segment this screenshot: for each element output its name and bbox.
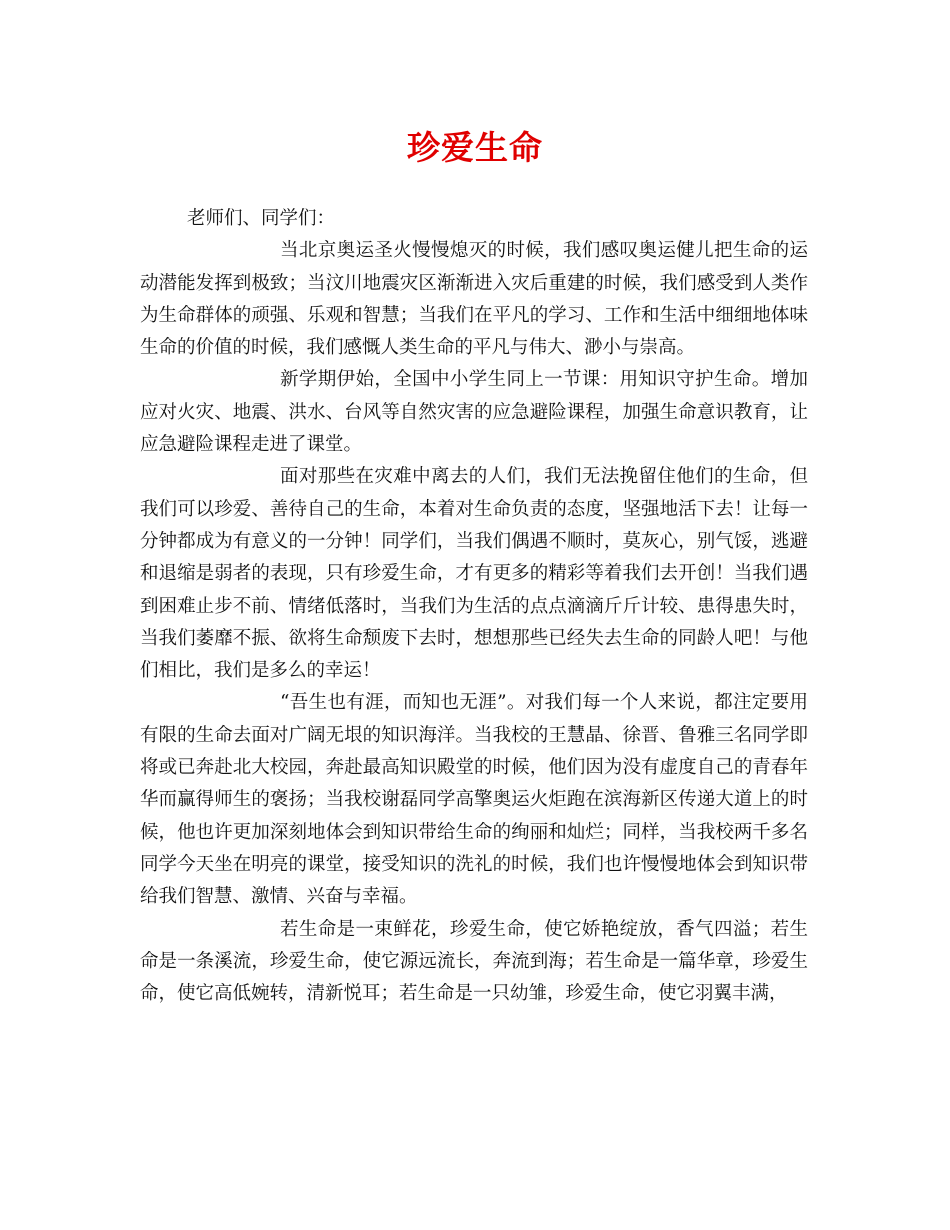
paragraph-2: 新学期伊始，全国中小学生同上一节课：用知识守护生命。增加应对火灾、地震、洪水、台风等自然灾害的应急避险课程，加强生命意识教育，让应急避险课程走进了课堂。 — [140, 369, 808, 456]
salutation: 老师们、同学们： — [187, 208, 336, 229]
document-title: 珍爱生命 — [407, 128, 543, 167]
document-body — [140, 203, 808, 1010]
paragraph-3: 面对那些在灾难中离去的人们，我们无法挽留住他们的生命，但我们可以珍爱、善待自己的生命，本着对生命负责的态度，坚强地活下去！让每一分钟都成为有意义的一分钟！同学们，当我们偶遇不顺时，莫灰心，别气馁，逃避和退缩是弱者的表现，只有珍爱生命，才有更多的精彩等着我们去开创！当我们遇到困难止步不前、情绪低落时，当我们为生活的点点滴滴斤斤计较、患得患失时，当我们萎靡不振、欲将生命颓废下去时，想想那些已经失去生命的同龄人吧！与他们相比，我们是多么的幸运！ — [140, 466, 808, 682]
paragraph-5: 若生命是一束鲜花，珍爱生命，使它娇艳绽放，香气四溢；若生命是一条溪流，珍爱生命，使它源远流长，奔流到海；若生命是一篇华章，珍爱生命，使它高低婉转，清新悦耳；若生命是一只幼雏，珍爱生命，使它羽翼丰满， — [140, 918, 808, 1005]
paragraph-4: “吾生也有涯，而知也无涯”。对我们每一个人来说，都注定要用有限的生命去面对广阔无垠的知识海洋。当我校的王慧晶、徐晋、鲁雅三名同学即将或已奔赴北大校园，奔赴最高知识殿堂的时候，他们因为没有虚度自己的青春年华而赢得师生的褒扬；当我校谢磊同学高擎奥运火炬跑在滨海新区传递大道上的时候，他也许更加深刻地体会到知识带给生命的绚丽和灿烂；同样，当我校两千多名同学今天坐在明亮的课堂，接受知识的洗礼的时候，我们也许慢慢地体会到知识带给我们智慧、激情、兴奋与幸福。 — [140, 692, 808, 908]
paragraph-1: 当北京奥运圣火慢慢熄灭的时候，我们感叹奥运健儿把生命的运动潜能发挥到极致；当汶川地震灾区渐渐进入灾后重建的时候，我们感受到人类作为生命群体的顽强、乐观和智慧；当我们在平凡的学习、工作和生活中细细地体味生命的价值的时候，我们感慨人类生命的平凡与伟大、渺小与崇高。 — [140, 240, 808, 359]
